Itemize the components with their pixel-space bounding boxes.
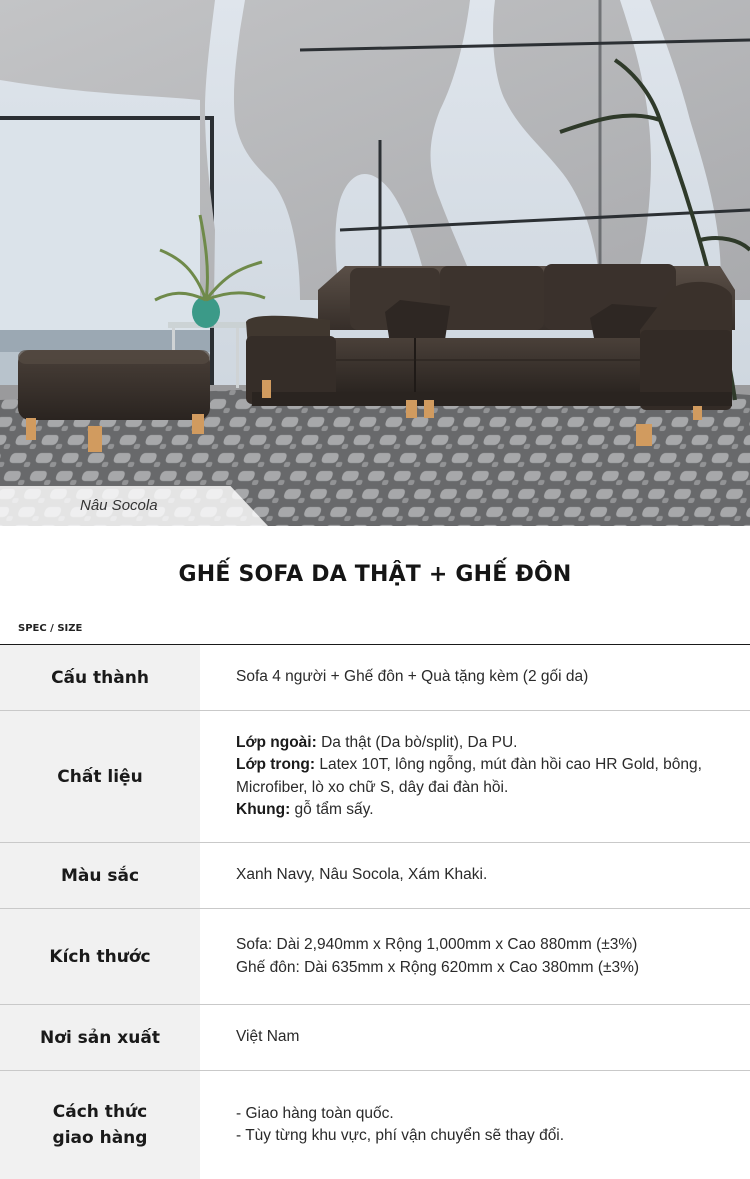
spec-value-line: Xanh Navy, Nâu Socola, Xám Khaki.: [236, 866, 488, 884]
spec-row-colors: [0, 843, 750, 909]
spec-value-line: Việt Nam: [236, 1028, 300, 1046]
delivery-note-2: - Tùy từng khu vực, phí vận chuyển sẽ thay đổi.: [236, 1127, 565, 1144]
spec-value-material: [200, 711, 750, 842]
living-room-scene: [0, 0, 750, 526]
outer-layer-text: Da thật (Da bò/split), Da PU.: [316, 733, 518, 751]
spec-value-dimensions: [200, 909, 750, 1004]
delivery-label-line-2: giao hàng: [52, 1128, 148, 1148]
product-title: GHẾ SOFA DA THẬT + GHẾ ĐÔN: [178, 562, 572, 587]
spec-size-label: SPEC / SIZE: [18, 623, 83, 634]
spec-label-dimensions: Kích thước: [0, 909, 200, 1004]
spec-value-composition: [200, 645, 750, 710]
spec-row-origin: [0, 1005, 750, 1071]
delivery-note-1: - Giao hàng toàn quốc.: [236, 1104, 394, 1122]
spec-label-origin: Nơi sản xuất: [0, 1005, 200, 1070]
spec-row-dimensions: [0, 909, 750, 1005]
outer-layer-label: Lớp ngoài:: [236, 733, 317, 751]
spec-value-colors: [200, 843, 750, 908]
inner-layer-text: Latex 10T, lông ngỗng, mút đàn hồi cao HR Gold, bông,: [315, 756, 702, 773]
spec-row-material: [0, 711, 750, 843]
spec-label-composition: Cấu thành: [0, 645, 200, 710]
spec-row-composition: [0, 645, 750, 711]
spec-value-line: [236, 754, 736, 777]
spec-value-line: [236, 799, 736, 822]
color-caption: Nâu Socola: [80, 497, 158, 514]
spec-row-delivery: [0, 1071, 750, 1179]
frame-text: gỗ tẩm sấy.: [290, 801, 374, 818]
spec-table: [0, 645, 750, 1179]
spec-value-line: [236, 777, 736, 800]
inner-layer-label: Lớp trong:: [236, 756, 316, 773]
spec-label-material: Chất liệu: [0, 711, 200, 842]
sofa-dimensions: Sofa: Dài 2,940mm x Rộng 1,000mm x Cao 880mm (±3%): [236, 936, 638, 953]
spec-label-colors: Màu sắc: [0, 843, 200, 908]
spec-value-line: [236, 732, 736, 755]
spec-label-delivery: [0, 1071, 200, 1179]
ottoman-dimensions: Ghế đôn: Dài 635mm x Rộng 620mm x Cao 380mm (±3%): [236, 958, 640, 976]
delivery-label-line-1: Cách thức: [52, 1102, 148, 1122]
product-hero-image: [0, 0, 750, 526]
inner-layer-text-cont: Microfiber, lò xo chữ S, dây đai đàn hồi.: [236, 778, 509, 796]
spec-value-origin: [200, 1005, 750, 1070]
spec-value-line: Sofa 4 người + Ghế đôn + Quà tặng kèm (2 gối da): [236, 668, 589, 686]
spec-value-delivery: [200, 1071, 750, 1179]
frame-label: Khung:: [236, 801, 291, 818]
